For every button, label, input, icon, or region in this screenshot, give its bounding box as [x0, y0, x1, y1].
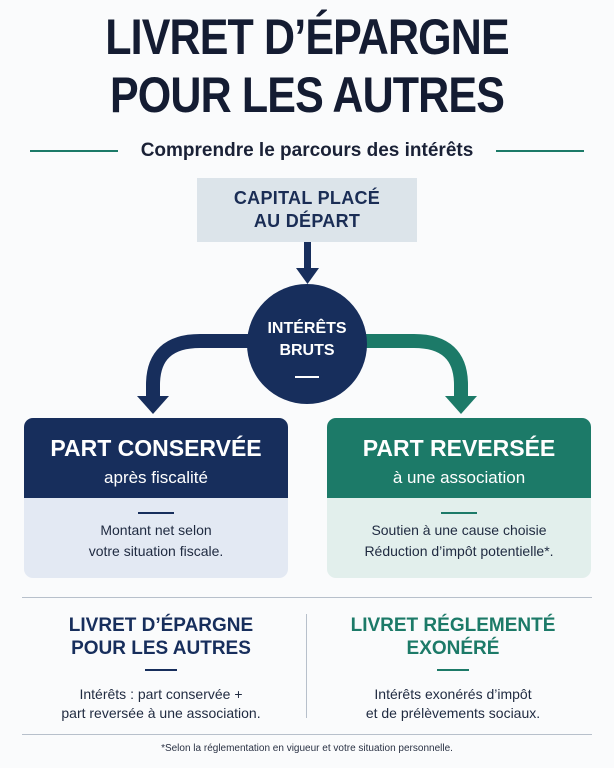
page-title-line-2: POUR LES AUTRES	[109, 67, 505, 123]
circle-underline	[295, 376, 319, 378]
part-reversee-title: PART REVERSÉE	[362, 435, 556, 461]
bottom-right-title: LIVRET RÉGLEMENTÉ EXONÉRÉ	[350, 615, 556, 659]
bottom-right-column	[314, 614, 592, 724]
bottom-right-text: Intérêts exonérés d’impôt et de prélèvements sociaux.	[365, 686, 541, 721]
subtitle: Comprendre le parcours des intérêts	[140, 140, 474, 161]
bottom-right-separator	[437, 669, 469, 671]
part-reversee-body	[327, 498, 591, 578]
divider-bottom	[22, 734, 592, 735]
bottom-left-separator	[145, 669, 177, 671]
column-divider	[306, 614, 307, 718]
part-reversee-card	[327, 418, 591, 578]
part-conservee-separator	[138, 512, 174, 514]
divider-top	[22, 597, 592, 598]
page-title-line-1: LIVRET D’ÉPARGNE	[105, 9, 509, 65]
footnote: *Selon la réglementation en vigueur et votre situation personnelle.	[161, 743, 453, 754]
interets-bruts-circle	[247, 284, 367, 404]
bottom-left-title: LIVRET D’ÉPARGNE POUR LES AUTRES	[68, 615, 254, 659]
arrow-capital-to-interets	[296, 242, 319, 284]
part-conservee-header	[24, 418, 288, 498]
part-reversee-header	[327, 418, 591, 498]
arrow-to-part-conservee	[137, 341, 248, 414]
part-conservee-subtitle: après fiscalité	[104, 468, 208, 487]
part-conservee-title: PART CONSERVÉE	[50, 435, 262, 461]
arrow-to-part-reversee	[366, 341, 477, 414]
capital-label: CAPITAL PLACÉ AU DÉPART	[233, 188, 381, 231]
part-reversee-separator	[441, 512, 477, 514]
part-reversee-subtitle: à une association	[392, 468, 526, 487]
interets-bruts-label: INTÉRÊTS BRUTS	[267, 320, 347, 359]
part-conservee-card	[24, 418, 288, 578]
part-conservee-body	[24, 498, 288, 578]
part-reversee-text: Soutien à une cause choisie Réduction d’impôt potentielle*.	[364, 522, 554, 559]
bottom-left-column	[22, 614, 300, 724]
bottom-left-text: Intérêts : part conservée + part reversée à une association.	[61, 686, 261, 721]
part-conservee-text: Montant net selon votre situation fiscale.	[88, 522, 224, 559]
